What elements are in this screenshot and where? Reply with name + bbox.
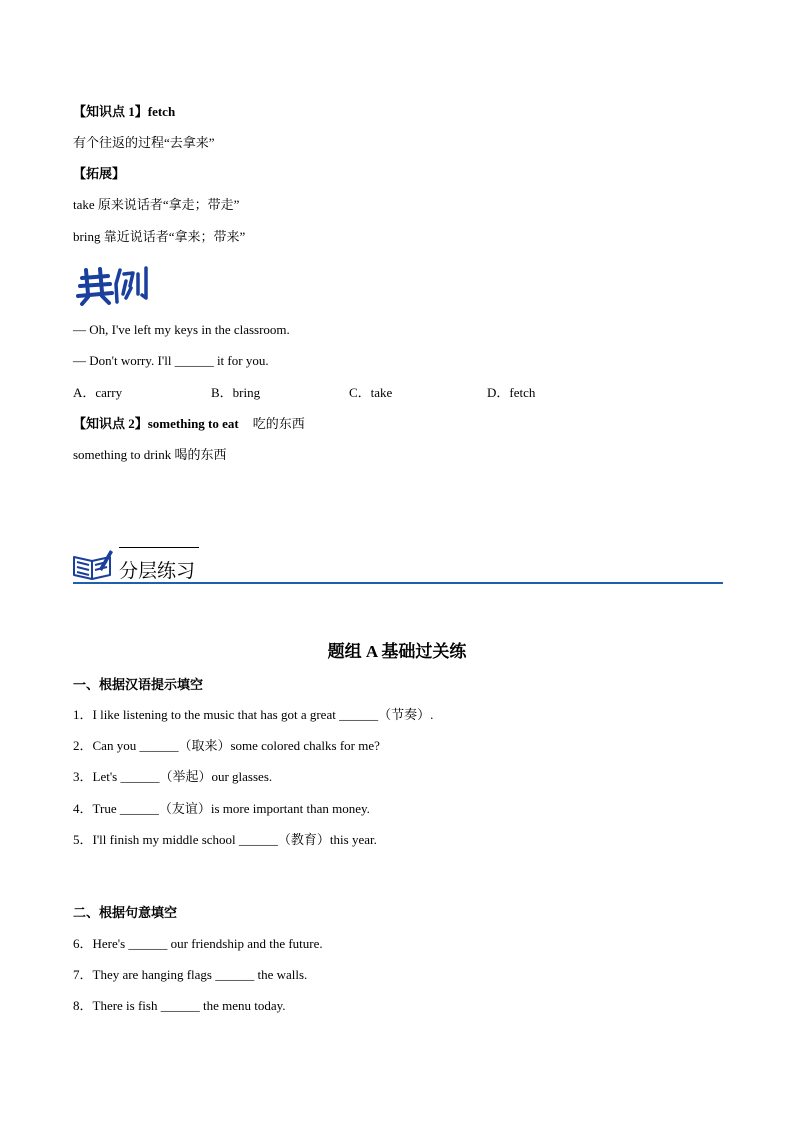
part2-heading: 二、根据句意填空 [73, 905, 178, 920]
section-top-line [119, 547, 199, 548]
question-3: 3．Let's ______（举起）our glasses. [73, 769, 273, 784]
extension-heading: 【拓展】 [73, 166, 126, 181]
extension-bring: bring 靠近说话者“拿来；带来” [73, 229, 246, 244]
knowledge-point-2-heading-row [73, 416, 305, 432]
option-a: A．carry [73, 385, 123, 400]
knowledge-point-1-definition: 有个往返的过程“去拿来” [73, 135, 215, 150]
option-b: B．bring [211, 385, 261, 400]
question-5: 5．I'll finish my middle school ______（教育）this year. [73, 832, 377, 847]
question-1: 1．I like listening to the music that has got a great ______（节奏）. [73, 707, 434, 722]
open-book-icon [72, 547, 114, 581]
extension-take: take 原来说话者“拿走；带走” [73, 197, 240, 212]
part1-heading: 一、根据汉语提示填空 [73, 677, 204, 692]
knowledge-point-2-line: something to drink 喝的东西 [73, 447, 227, 462]
knowledge-point-2-heading-cn: 吃的东西 [252, 416, 305, 431]
question-2: 2．Can you ______（取来）some colored chalks for me? [73, 738, 380, 753]
option-c: C．take [349, 385, 393, 400]
knowledge-point-1-heading: 【知识点 1】fetch [73, 104, 176, 119]
example-dialogue-line-2: — Don't worry. I'll ______ it for you. [73, 353, 269, 368]
option-d: D．fetch [487, 385, 536, 400]
section-title: 分层练习 [119, 560, 196, 582]
example-logo-icon [76, 264, 152, 306]
question-7: 7．They are hanging flags ______ the walls. [73, 967, 308, 982]
knowledge-point-2-heading: 【知识点 2】something to eat [73, 416, 239, 431]
question-4: 4．True ______（友谊）is more important than money. [73, 801, 370, 816]
section-divider [73, 582, 723, 584]
group-a-title: 题组 A 基础过关练 [327, 642, 467, 661]
question-6: 6．Here's ______ our friendship and the future. [73, 936, 323, 951]
question-8: 8．There is fish ______ the menu today. [73, 998, 286, 1013]
example-dialogue-line-1: — Oh, I've left my keys in the classroom. [73, 322, 290, 337]
